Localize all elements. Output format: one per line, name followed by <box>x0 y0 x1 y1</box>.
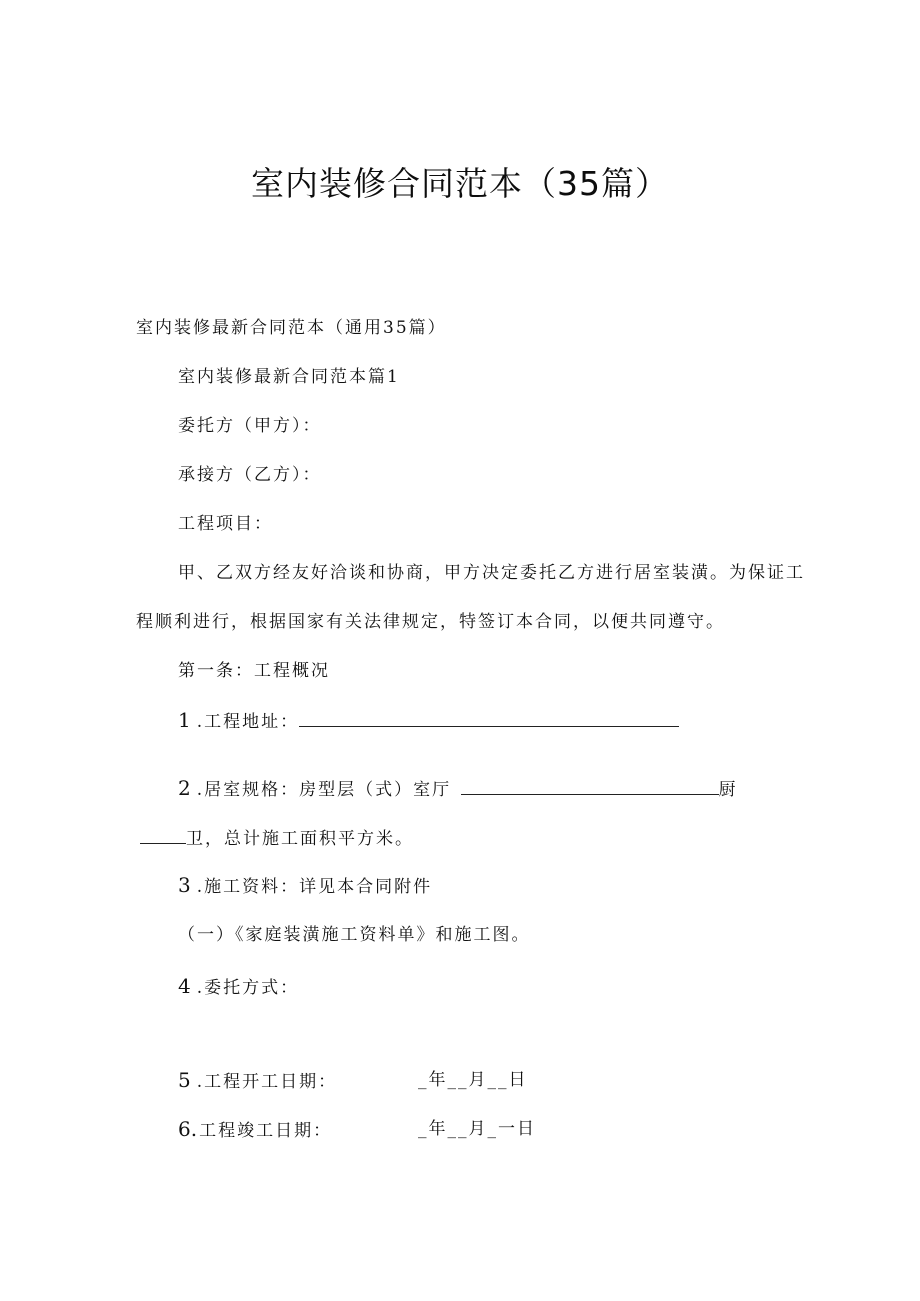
item-2-continuation <box>140 827 414 851</box>
item-3-materials <box>178 873 432 899</box>
item-5-date-blank: _年__月__日 <box>418 1070 528 1090</box>
project-field: 工程项目： <box>178 514 273 534</box>
item-6-label: 工程竣工日期： <box>199 1121 333 1141</box>
item-3-label: .施工资料：详见本合同附件 <box>196 877 433 897</box>
item-3-sub: （一）《家庭装潢施工资料单》和施工图。 <box>178 925 531 945</box>
item-1-number: 1 <box>178 708 191 732</box>
item-5-number: 5 <box>178 1068 191 1092</box>
item-2-tail: 厨 <box>718 780 738 800</box>
address-blank-line <box>299 708 679 727</box>
item-6-end-date <box>178 1117 332 1143</box>
item-4-label: .委托方式： <box>196 978 300 998</box>
item-4-method <box>178 974 299 1000</box>
item-1-address <box>178 708 679 734</box>
item-2-label: .居室规格：房型层（式）室厅 <box>196 780 452 800</box>
section-heading: 室内装修最新合同范本篇1 <box>178 367 400 387</box>
item-5-start-date <box>178 1068 337 1094</box>
intro-paragraph-line1: 甲、乙双方经友好洽谈和协商，甲方决定委托乙方进行居室装潢。为保证工 <box>178 563 805 583</box>
item-4-number: 4 <box>178 974 191 998</box>
bathroom-blank-line <box>140 829 186 844</box>
item-5-label: .工程开工日期： <box>196 1072 338 1092</box>
item-3-number: 3 <box>178 873 191 897</box>
document-title: 室内装修合同范本（35篇） <box>251 164 669 203</box>
room-spec-blank-line <box>461 776 719 795</box>
item-6-number: 6. <box>178 1117 198 1141</box>
article-1-heading: 第一条：工程概况 <box>178 661 330 681</box>
intro-paragraph-line2: 程顺利进行，根据国家有关法律规定，特签订本合同，以便共同遵守。 <box>136 612 725 632</box>
party-a-field: 委托方（甲方）： <box>178 416 322 436</box>
item-2-number: 2 <box>178 776 191 800</box>
item-2-room-spec <box>178 776 738 802</box>
document-subtitle: 室内装修最新合同范本（通用35篇） <box>136 318 447 338</box>
item-2-cont-text: 卫，总计施工面积平方米。 <box>186 829 414 849</box>
party-b-field: 承接方（乙方）： <box>178 465 322 485</box>
item-6-date-blank: _年__月_一日 <box>418 1119 536 1139</box>
item-1-label: .工程地址： <box>196 712 300 732</box>
